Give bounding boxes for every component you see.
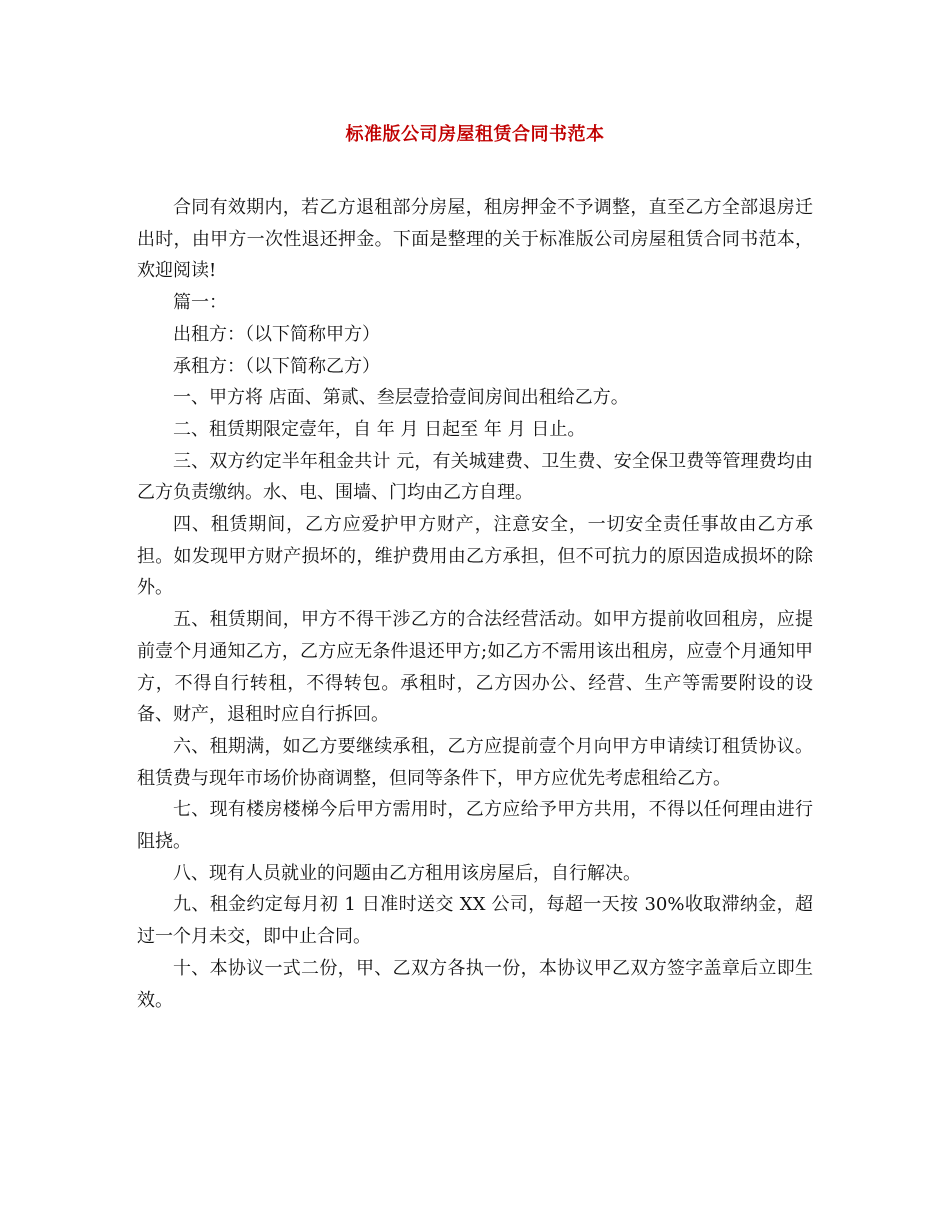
clause-10: 十、本协议一式二份，甲、乙双方各执一份，本协议甲乙双方签字盖章后立即生效。 <box>137 957 813 1011</box>
document-body <box>137 192 813 1016</box>
clause-8: 八、现有人员就业的问题由乙方租用该房屋后，自行解决。 <box>173 862 641 884</box>
document-title: 标准版公司房屋租赁合同书范本 <box>345 124 605 145</box>
intro-paragraph: 合同有效期内，若乙方退租部分房屋，租房押金不予调整，直至乙方全部退房迁出时，由甲方一次性退还押金。下面是整理的关于标准版公司房屋租赁合同书范本，欢迎阅读! <box>137 197 813 282</box>
clause-1: 一、甲方将 店面、第贰、叁层壹拾壹间房间出租给乙方。 <box>173 387 629 409</box>
clause-2: 二、租赁期限定壹年，自 年 月 日起至 年 月 日止。 <box>173 418 586 440</box>
clause-7: 七、现有楼房楼梯今后甲方需用时，乙方应给予甲方共用，不得以任何理由进行阻挠。 <box>137 799 813 853</box>
section-heading: 篇一： <box>173 292 227 314</box>
lessee-line: 承租方：（以下简称乙方） <box>173 355 380 377</box>
clause-3: 三、双方约定半年租金共计 元，有关城建费、卫生费、安全保卫费等管理费均由乙方负责缴纳。水、电、围墙、门均由乙方自理。 <box>137 450 813 504</box>
clause-5: 五、租赁期间，甲方不得干涉乙方的合法经营活动。如甲方提前收回租房，应提前壹个月通知乙方，乙方应无条件退还甲方;如乙方不需用该出租房，应壹个月通知甲方，不得自行转租，不得转包。承租时，乙方因办公、经营、生产等需要附设的设备、财产，退租时应自行拆回。 <box>137 609 813 726</box>
clause-9: 九、租金约定每月初 1 日准时送交 XX 公司，每超一天按 30%收取滞纳金，超过一个月未交，即中止合同。 <box>137 894 813 948</box>
clause-4: 四、租赁期间，乙方应爱护甲方财产，注意安全，一切安全责任事故由乙方承担。如发现甲方财产损坏的，维护费用由乙方承担，但不可抗力的原因造成损坏的除外。 <box>137 514 813 599</box>
lessor-line: 出租方：（以下简称甲方） <box>173 323 380 345</box>
clause-6: 六、租期满，如乙方要继续承租，乙方应提前壹个月向甲方申请续订租赁协议。租赁费与现年市场价协商调整，但同等条件下，甲方应优先考虑租给乙方。 <box>137 735 813 789</box>
